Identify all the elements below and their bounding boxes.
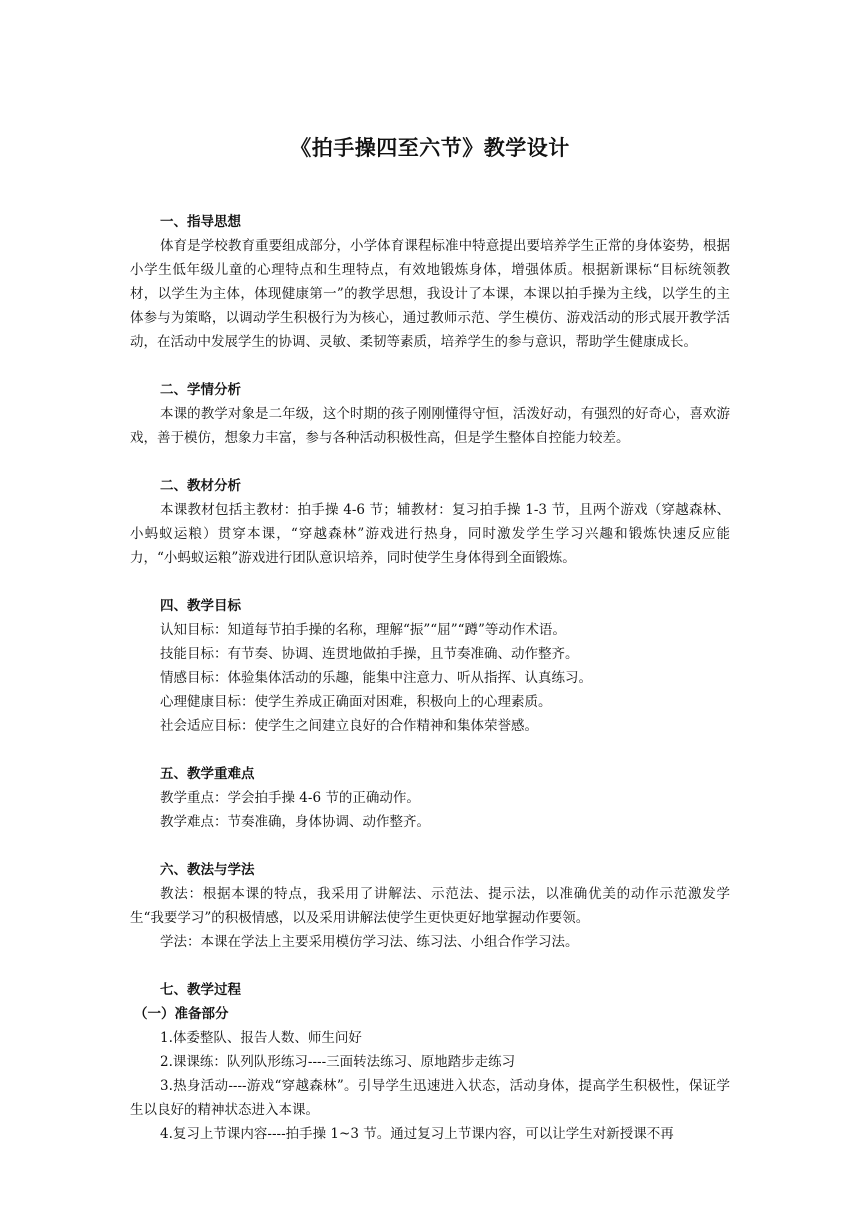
paragraph-material-analysis: 本课教材包括主教材：拍手操 4-6 节；辅教材：复习拍手操 1-3 节，且两个游戏（穿越森林、小蚂蚁运粮）贯穿本课，“穿越森林”游戏进行热身，同时激发学生学习兴趣和锻炼快速反应能力，“小蚂蚁运粮”游戏进行团队意识培养，同时使学生身体得到全面锻炼。 (130, 502, 730, 566)
key-point-line: 教学难点：节奏准确，身体协调、动作整齐。 (160, 814, 430, 830)
subsection-heading-preparation: （一）准备部分 (134, 1006, 229, 1022)
section-heading-teaching-goals: 四、教学目标 (160, 598, 241, 614)
document-title: 《拍手操四至六节》教学设计 (290, 136, 570, 160)
section-heading-guiding-thought: 一、指导思想 (160, 214, 241, 230)
document-body (130, 210, 730, 1146)
goal-line: 认知目标：知道每节拍手操的名称，理解“振”“屈”“蹲”等动作术语。 (160, 622, 566, 638)
goal-line: 技能目标：有节奏、协调、连贯地做拍手操，且节奏准确、动作整齐。 (160, 646, 579, 662)
paragraph-learner-analysis: 本课的教学对象是二年级，这个时期的孩子刚刚懂得守恒，活泼好动，有强烈的好奇心，喜欢游戏，善于模仿，想象力丰富，参与各种活动积极性高，但是学生整体自控能力较差。 (130, 406, 730, 446)
section-heading-key-points: 五、教学重难点 (160, 766, 255, 782)
paragraph-learning-method: 学法：本课在学法上主要采用模仿学习法、练习法、小组合作学习法。 (160, 934, 579, 950)
goal-line: 心理健康目标：使学生养成正确面对困难，积极向上的心理素质。 (160, 694, 552, 710)
process-item: 1.体委整队、报告人数、师生问好 (160, 1030, 362, 1046)
section-heading-teaching-process: 七、教学过程 (160, 982, 241, 998)
key-point-line: 教学重点：学会拍手操 4-6 节的正确动作。 (160, 790, 420, 806)
goal-line: 社会适应目标：使学生之间建立良好的合作精神和集体荣誉感。 (160, 718, 538, 734)
section-heading-material-analysis: 二、教材分析 (160, 478, 241, 494)
paragraph-teaching-method: 教法：根据本课的特点，我采用了讲解法、示范法、提示法，以准确优美的动作示范激发学生“我要学习”的积极情感，以及采用讲解法使学生更快更好地掌握动作要领。 (130, 886, 730, 926)
process-item: 3.热身活动----游戏“穿越森林”。引导学生迅速进入状态，活动身体，提高学生积极性，保证学生以良好的精神状态进入本课。 (130, 1078, 730, 1118)
process-item: 4.复习上节课内容----拍手操 1~3 节。通过复习上节课内容，可以让学生对新授课不再 (160, 1126, 674, 1142)
goal-line: 情感目标：体验集体活动的乐趣，能集中注意力、听从指挥、认真练习。 (160, 670, 592, 686)
paragraph-guiding-thought: 体育是学校教育重要组成部分，小学体育课程标准中特意提出要培养学生正常的身体姿势，根据小学生低年级儿童的心理特点和生理特点，有效地锻炼身体，增强体质。根据新课标“目标统领教材，以学生为主体，体现健康第一”的教学思想，我设计了本课，本课以拍手操为主线，以学生的主体参与为策略，以调动学生积极行为为核心，通过教师示范、学生模仿、游戏活动的形式展开教学活动，在活动中发展学生的协调、灵敏、柔韧等素质，培养学生的参与意识，帮助学生健康成长。 (130, 238, 730, 350)
process-item: 2.课课练：队列队形练习----三面转法练习、原地踏步走练习 (160, 1054, 516, 1070)
section-heading-methods: 六、教法与学法 (160, 862, 255, 878)
section-heading-learner-analysis: 二、学情分析 (160, 382, 241, 398)
